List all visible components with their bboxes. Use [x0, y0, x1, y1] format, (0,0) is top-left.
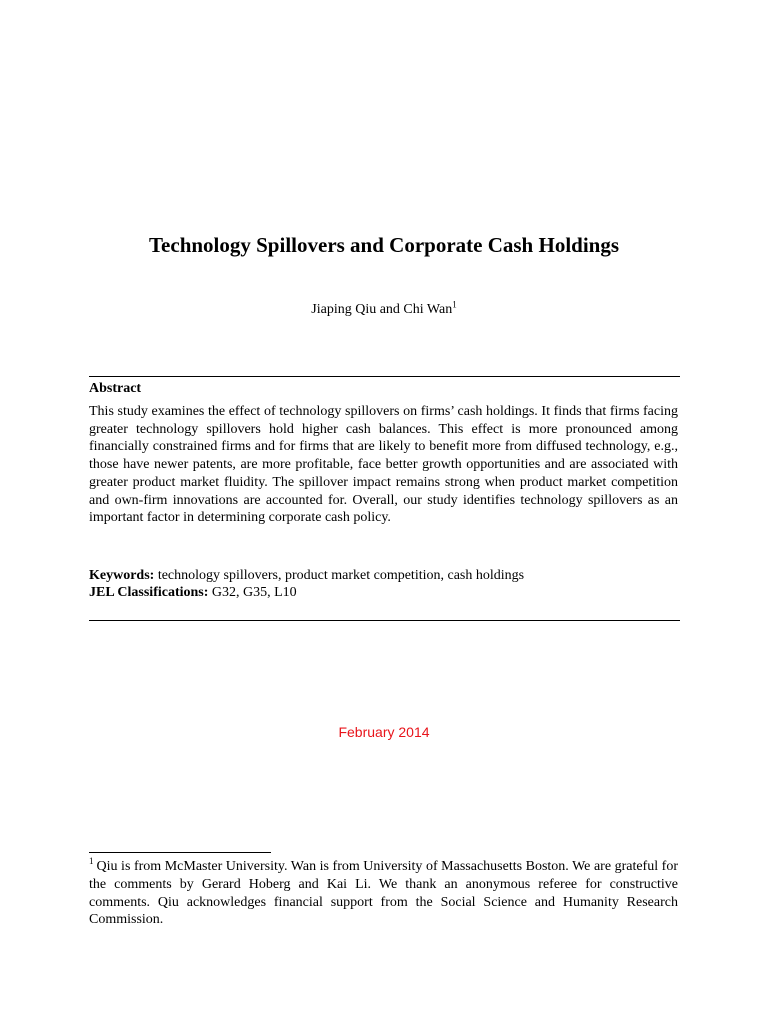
jel-line — [89, 584, 680, 602]
footnote-mark: 1 — [89, 856, 94, 867]
footnote-text: Qiu is from McMaster University. Wan is from University of Massachusetts Boston. We are grateful for the comments by Gerard Hoberg and Kai Li. We thank an anonymous referee for constructive comments. Qiu acknowledges financial support from the Social Science and Humanity Research Commission. — [89, 859, 678, 928]
keywords-label: Keywords: — [89, 568, 155, 583]
paper-authors — [0, 300, 768, 320]
publication-date: February 2014 — [338, 724, 430, 740]
abstract-heading: Abstract — [89, 381, 142, 396]
keywords-value: technology spillovers, product market competition, cash holdings — [154, 568, 525, 583]
keywords-line — [89, 567, 680, 585]
footnote — [89, 858, 678, 929]
paper-title: Technology Spillovers and Corporate Cash Holdings — [148, 233, 620, 257]
author-names: Jiaping Qiu and Chi Wan — [311, 302, 453, 317]
author-footnote-mark: 1 — [452, 299, 457, 310]
abstract-bottom-rule — [89, 620, 680, 621]
jel-value: G32, G35, L10 — [208, 585, 297, 600]
jel-label: JEL Classifications: — [89, 585, 209, 600]
footnote-separator — [89, 852, 271, 853]
abstract-top-rule — [89, 376, 680, 377]
abstract-body: This study examines the effect of technology spillovers on firms’ cash holdings. It finds that firms facing greater technology spillovers hold higher cash balances. This effect is more pronounced among financially constrained firms and for firms that are likely to benefit more from diffused technology, e.g., those have newer patents, are more profitable, face better growth opportunities and are associated with greater product market fluidity. The spillover impact remains strong when product market competition and own-firm innovations are accounted for. Overall, our study identifies technology spillovers as an important factor in determining corporate cash policy. — [89, 404, 678, 526]
